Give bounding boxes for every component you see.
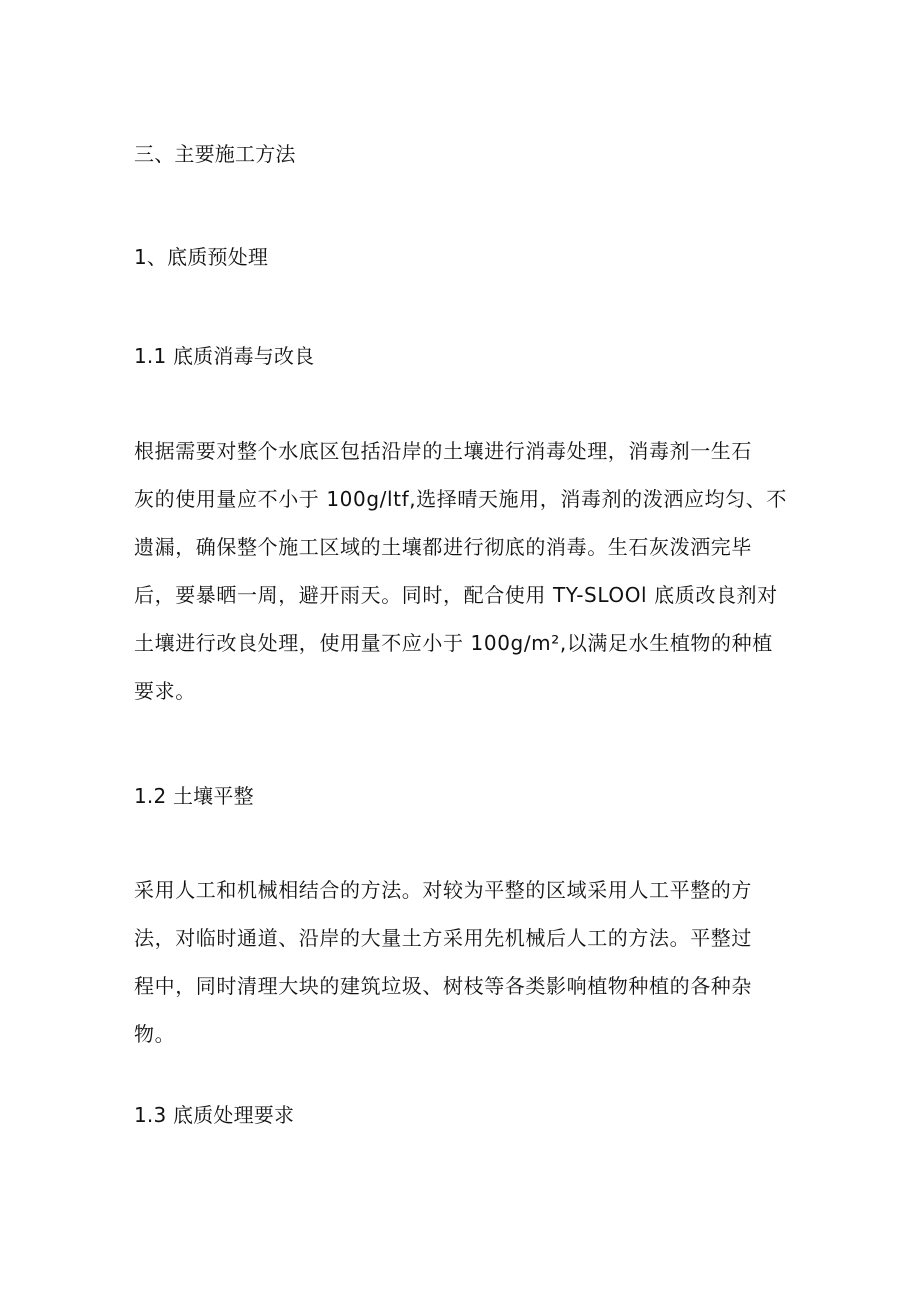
paragraph-line: 要求。	[134, 679, 196, 703]
paragraph-line: 采用人工和机械相结合的方法。对较为平整的区域采用人工平整的方	[134, 878, 752, 902]
paragraph-line: 根据需要对整个水底区包括沿岸的土壤进行消毒处理，消毒剂一生石	[134, 439, 752, 463]
item-1-3-heading: 1.3 底质处理要求	[134, 1103, 295, 1127]
paragraph-line: 遗漏，确保整个施工区域的土壤都进行彻底的消毒。生石灰泼洒完毕	[134, 535, 752, 559]
paragraph-line: 后，要暴晒一周，避开雨天。同时，配合使用 TY-SLOOl 底质改良剂对	[134, 583, 778, 607]
paragraph-line: 土壤进行改良处理，使用量不应小于 100g∕m²,以满足水生植物的种植	[134, 631, 773, 655]
item-1-1-heading: 1.1 底质消毒与改良	[134, 344, 315, 368]
paragraph-line: 程中，同时清理大块的建筑垃圾、树枝等各类影响植物种植的各种杂	[134, 974, 752, 998]
item-1-2-paragraph	[134, 866, 794, 1058]
paragraph-line: 物。	[134, 1022, 176, 1046]
paragraph-line: 法，对临时通道、沿岸的大量土方采用先机械后人工的方法。平整过	[134, 926, 752, 950]
item-1-1-paragraph	[134, 427, 794, 715]
paragraph-line: 灰的使用量应不小于 100g/ltf,选择晴天施用，消毒剂的泼洒应均匀、不	[134, 487, 787, 511]
subsection-heading: 1、底质预处理	[134, 245, 269, 269]
item-1-2-heading: 1.2 土壤平整	[134, 784, 254, 808]
section-heading: 三、主要施工方法	[134, 142, 296, 166]
